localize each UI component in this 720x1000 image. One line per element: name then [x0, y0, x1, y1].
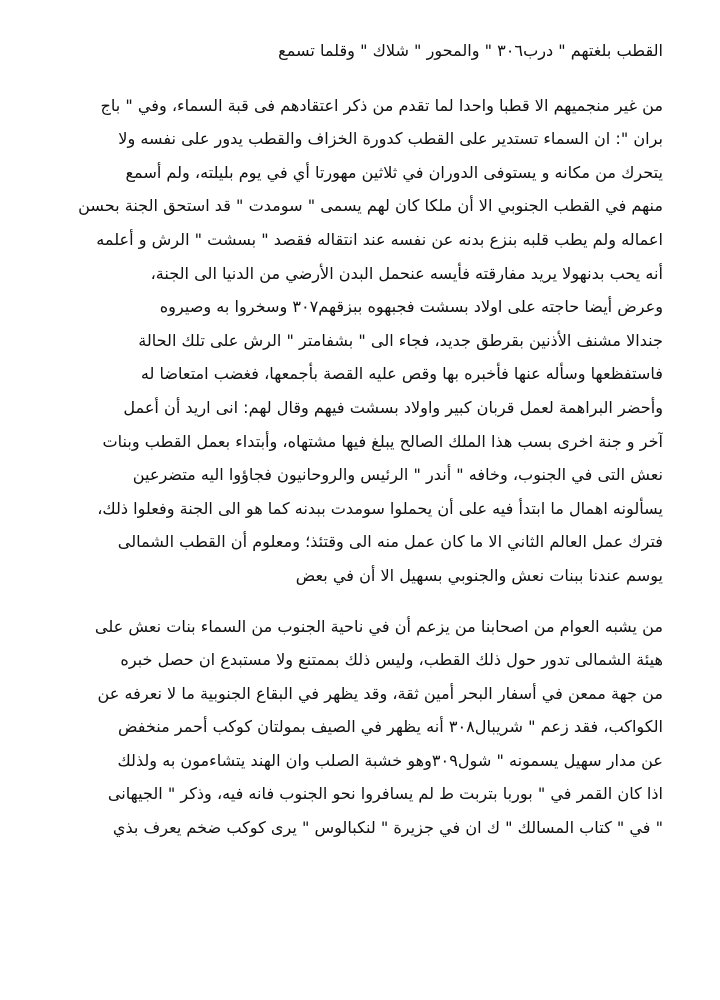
text-line: اعماله ولم يطب قلبه بنزع بدنه عن نفسه عند انتقاله فقصد " بسشت " الرش و أعلمه: [96, 229, 663, 249]
text-line: فترك عمل العالم الثاني الا ما كان عمل منه الى وقتئذ؛ ومعلوم أن القطب الشمالى: [117, 532, 663, 552]
text-line: من جهة ممعن في أسفار البحر أمين ثقة، وقد يظهر في البقاع الجنوبية ما لا نعرفه عن: [97, 683, 663, 703]
text-line: يوسم عندنا ببنات نعش والجنوبي بسهيل الا أن في بعض: [295, 565, 663, 585]
paragraph-1: [50, 34, 663, 68]
paragraph-3: [50, 610, 663, 845]
text-line: اذا كان القمر في " بوربا بتربت ط لم يسافروا نحو الجنوب فانه فيه، وذكر " الجيهانى: [107, 784, 663, 804]
text-line: عن مدار سهيل يسمونه " شول٣٠٩وهو خشبة الصلب وان الهند يتشاءمون به ولذلك: [117, 750, 663, 770]
text-line: من غير منجميهم الا قطبا واحدا لما تقدم من ذكر اعتقادهم فى قبة السماء، وفي " باج: [100, 95, 663, 115]
text-line: منهم في القطب الجنوبي الا أن ملكا كان لهم يسمى " سومدت " قد استحق الجنة بحسن: [78, 196, 663, 216]
paragraph-2: [50, 89, 663, 593]
text-line: من يشبه العوام من اصحابنا من يزعم أن في ناحية الجنوب من السماء بنات نعش على: [94, 616, 663, 636]
text-line: نعش التى في الجنوب، وخافه " أندر " الرئيس والروحانيون فجاؤوا اليه متضرعين: [132, 465, 663, 485]
text-line: فاستفظعها وسأله عنها فأخبره بها وقص عليه القصة بأجمعها، فغضب امتعاضا له: [140, 364, 663, 384]
text-line: وأحضر البراهمة لعمل قربان كبير واولاد بسشت فيهم وقال لهم: انى اريد أن أعمل: [123, 397, 663, 417]
text-line: الكواكب، فقد زعم " شريبال٣٠٨ أنه يظهر في الصيف بمولتان كوكب أحمر منخفض: [118, 717, 663, 737]
text-line: وعرض أيضا حاجته على اولاد بسشت فجبهوه ببزقهم٣٠٧ وسخروا به وصيروه: [159, 297, 663, 317]
text-line: بران ": ان السماء تستدير على القطب كدورة الخزاف والقطب يدور على نفسه ولا: [118, 129, 663, 149]
text-line: جندالا مشنف الأذنين بقرطق جديد، فجاء الى " بشفامتر " الرش على تلك الحالة: [138, 330, 663, 350]
text-line: يتحرك من مكانه و يستوفى الدوران في ثلاثين مهورتا أي في يوم بليلته، ولم أسمع: [125, 162, 663, 182]
text-line: " في " كتاب المسالك " ك ان في جزيرة " لنكبالوس " يرى كوكب ضخم يعرف بذي: [112, 818, 663, 838]
text-line: أنه يحب بدنهولا يريد مفارقته فأيسه عنحمل البدن الأرضي من الدنيا الى الجنة،: [150, 263, 663, 283]
text-line: هيئة الشمالى تدور حول ذلك القطب، وليس ذلك بممتنع ولا مستبدع ان حصل خبره: [120, 650, 663, 670]
text-line: يسألونه اهمال ما ابتدأ فيه على أن يحملوا سومدت ببدنه كما هو الى الجنة وفعلوا ذلك،: [97, 498, 663, 518]
text-line: القطب بلغتهم " درب٣٠٦ " والمحور " شلاك " وقلما تسمع: [278, 41, 663, 60]
text-line: آخر و جنة اخرى بسب هذا الملك الصالح يبلغ فيها مشتهاه، وأبتداء بعمل القطب وبنات: [102, 431, 663, 451]
